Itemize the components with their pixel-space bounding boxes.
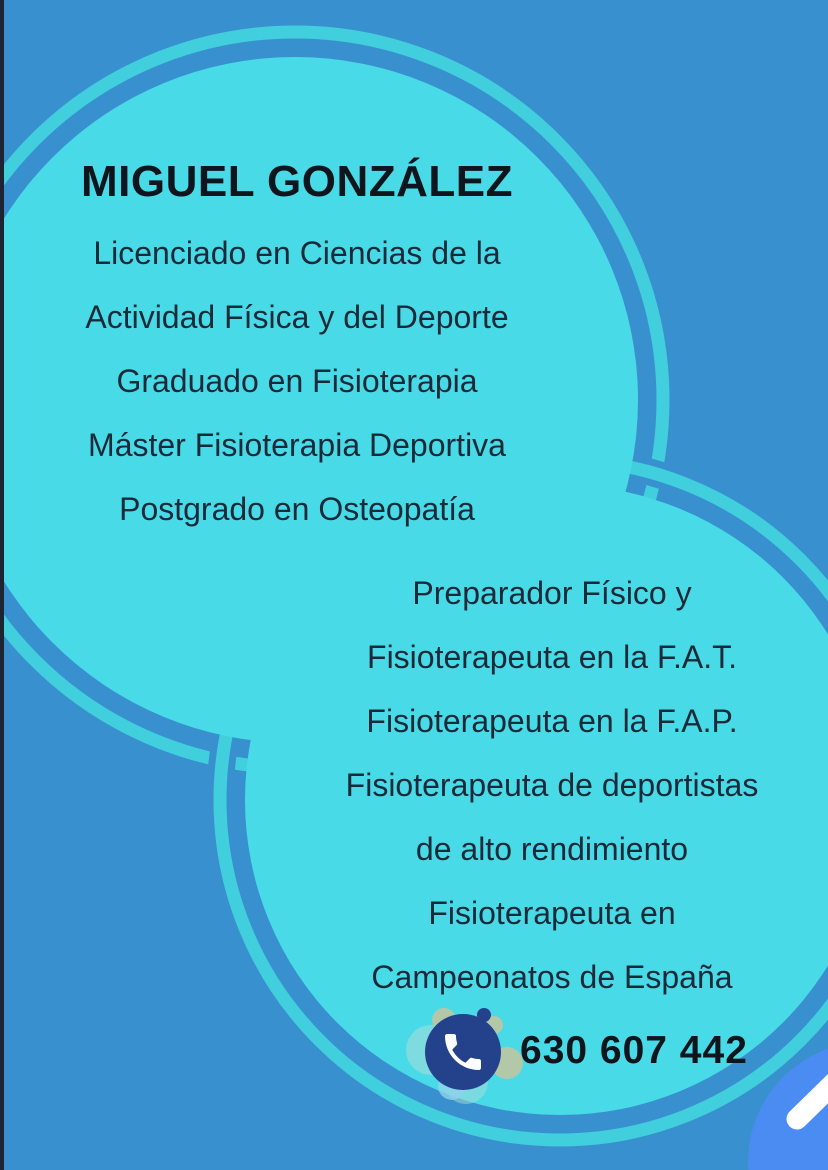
- left-edge-strip: [0, 0, 4, 1170]
- credential-line: Actividad Física y del Deporte: [85, 299, 509, 335]
- role-line: Preparador Físico y: [412, 575, 692, 611]
- roles-list: [262, 561, 828, 1009]
- phone-badge-circle: [425, 1014, 501, 1090]
- phone-number[interactable]: 630 607 442: [520, 1029, 748, 1072]
- page-title: MIGUEL GONZÁLEZ: [80, 157, 513, 206]
- credential-line: Licenciado en Ciencias de la: [93, 235, 501, 271]
- credentials-list: [8, 221, 586, 541]
- role-line: Fisioterapeuta de deportistas: [345, 767, 759, 803]
- role-line: Fisioterapeuta en: [428, 895, 676, 931]
- role-line: Fisioterapeuta en la F.A.T.: [367, 639, 737, 675]
- credential-line: Postgrado en Osteopatía: [119, 491, 475, 527]
- role-line: de alto rendimiento: [415, 831, 689, 867]
- credential-line: Graduado en Fisioterapia: [116, 363, 478, 399]
- credential-line: Máster Fisioterapia Deportiva: [88, 427, 506, 463]
- role-line: Fisioterapeuta en la F.A.P.: [366, 703, 738, 739]
- role-line: Campeonatos de España: [371, 959, 733, 995]
